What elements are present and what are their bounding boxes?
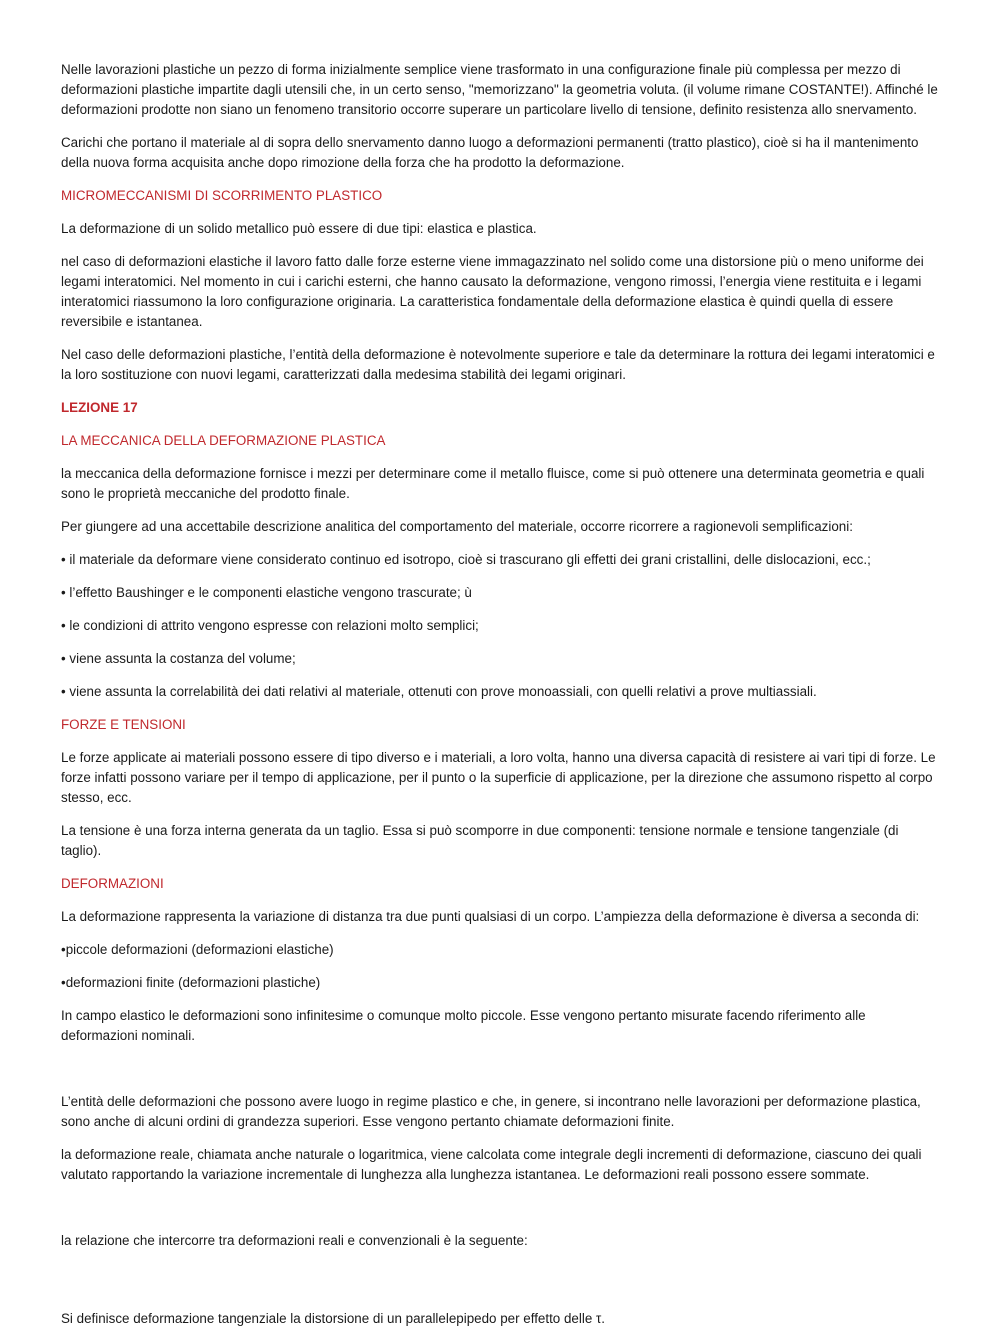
paragraph-forze: Le forze applicate ai materiali possono essere di tipo diverso e i materiali, a loro volta, hanno una diversa capacità di resistere ai vari tipi di forze. Le forze infatti possono variare per il tempo di applicazione, per il punto o la superficie di applicazione, per la direzione che assumono rispetto al corpo stesso, ecc.: [61, 750, 936, 805]
bullet-finite: •deformazioni finite (deformazioni plastiche): [61, 975, 321, 990]
paragraph-regime-plastico: L’entità delle deformazioni che possono avere luogo in regime plastico e che, in genere, si incontrano nelle lavorazioni per deformazione plastica, sono anche di alcuni ordini di grandezza superiori. Esse vengono pertanto chiamate deformazioni finite.: [61, 1094, 921, 1129]
heading-lezione: LEZIONE 17: [61, 400, 138, 415]
paragraph-elastic: nel caso di deformazioni elastiche il lavoro fatto dalle forze esterne viene immagazzinato nel solido come una distorsione più o meno uniforme dei legami interatomici. Nel momento in cui i carichi esterni, che hanno causato la deformazione, vengono rimossi, l’energia viene restituita e i legami interatomici riassumono la loro configurazione originaria. La caratteristica fondamentale della deformazione elastica è quindi quella di essere reversibile e istantanea.: [61, 254, 924, 329]
bullet-piccole: •piccole deformazioni (deformazioni elastiche): [61, 942, 334, 957]
paragraph-loads: Carichi che portano il materiale al di sopra dello snervamento danno luogo a deformazioni permanenti (tratto plastico), cioè si ha il mantenimento della nuova forma acquisita anche dopo rimozione della forza che ha prodotto la deformazione.: [61, 135, 919, 170]
bullet-attrito: • le condizioni di attrito vengono espresse con relazioni molto semplici;: [61, 618, 479, 633]
bullet-baushinger: • l’effetto Baushinger e le componenti elastiche vengono trascurate; ù: [61, 585, 472, 600]
paragraph-intro: Nelle lavorazioni plastiche un pezzo di forma inizialmente semplice viene trasformato in una configurazione finale più complessa per mezzo di deformazioni plastiche impartite dagli utensili che, in un certo senso, "memorizzano" la geometria voluta. (il volume rimane COSTANTE!). Affinché le deformazioni prodotte non siano un fenomeno transitorio occorre superare un particolare livello di tensione, definito resistenza allo snervamento.: [61, 62, 938, 117]
document-page: [61, 60, 939, 1342]
bullet-correlabilita: • viene assunta la correlabilità dei dati relativi al materiale, ottenuti con prove monoassiali, con quelli relativi a prove multiassiali.: [61, 684, 817, 699]
paragraph-deformazione-def: La deformazione rappresenta la variazione di distanza tra due punti qualsiasi di un corpo. L’ampiezza della deformazione è diversa a seconda di:: [61, 909, 920, 924]
paragraph-deformazione-reale: la deformazione reale, chiamata anche naturale o logaritmica, viene calcolata come integrale degli incrementi di deformazione, ciascuno dei quali valutato rapportando la variazione incrementale di lunghezza alla lunghezza istantanea. Le deformazioni reali possono essere sommate.: [61, 1147, 922, 1182]
paragraph-types: La deformazione di un solido metallico può essere di due tipi: elastica e plastica.: [61, 221, 537, 236]
bullet-volume: • viene assunta la costanza del volume;: [61, 651, 296, 666]
paragraph-tangenziale: Si definisce deformazione tangenziale la distorsione di un parallelepipedo per effetto delle τ.: [61, 1311, 605, 1326]
heading-meccanica: LA MECCANICA DELLA DEFORMAZIONE PLASTICA: [61, 433, 386, 448]
heading-forze: FORZE E TENSIONI: [61, 717, 186, 732]
heading-deformazioni: DEFORMAZIONI: [61, 876, 164, 891]
paragraph-tensione: La tensione è una forza interna generata da un taglio. Essa si può scomporre in due componenti: tensione normale e tensione tangenziale (di taglio).: [61, 823, 899, 858]
paragraph-meccanica: la meccanica della deformazione fornisce i mezzi per determinare come il metallo fluisce, come si può ottenere una determinata geometria e quali sono le proprietà meccaniche del prodotto finale.: [61, 466, 925, 501]
paragraph-semplificazioni: Per giungere ad una accettabile descrizione analitica del comportamento del materiale, occorre ricorrere a ragionevoli semplificazioni:: [61, 519, 853, 534]
heading-micromeccanismi: MICROMECCANISMI DI SCORRIMENTO PLASTICO: [61, 188, 383, 203]
paragraph-campo-elastico: In campo elastico le deformazioni sono infinitesime o comunque molto piccole. Esse vengono pertanto misurate facendo riferimento alle deformazioni nominali.: [61, 1008, 866, 1043]
bullet-continuo: • il materiale da deformare viene considerato continuo ed isotropo, cioè si trascurano gli effetti dei grani cristallini, delle dislocazioni, ecc.;: [61, 552, 871, 567]
paragraph-plastic: Nel caso delle deformazioni plastiche, l’entità della deformazione è notevolmente superiore e tale da determinare la rottura dei legami interatomici e la loro sostituzione con nuovi legami, caratterizzati dalla medesima stabilità dei legami originari.: [61, 347, 935, 382]
paragraph-relazione: la relazione che intercorre tra deformazioni reali e convenzionali è la seguente:: [61, 1233, 528, 1248]
